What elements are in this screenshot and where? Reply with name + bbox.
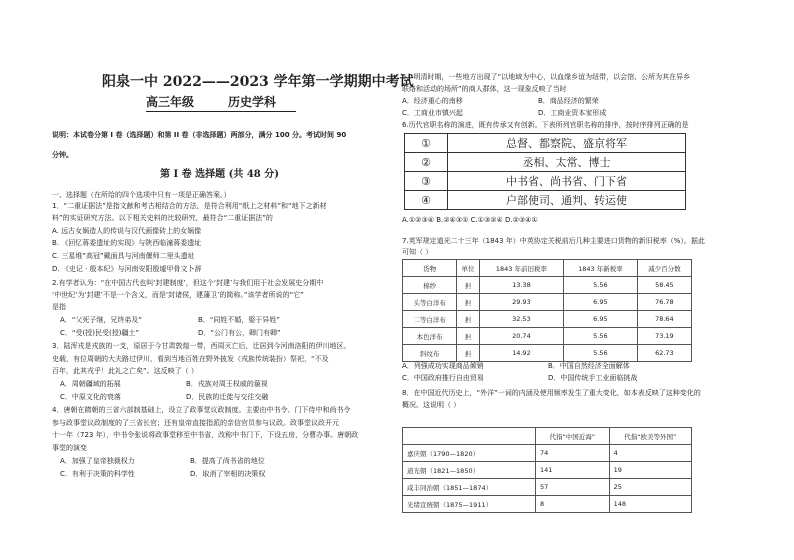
q6-stem: 6.历代官职名称的演进，既有传承又有创新。下表所列官职名称的排序，按时序排列正确的是: [402, 121, 689, 129]
q5-option-c: C．工商业市镇兴起: [402, 109, 463, 117]
exam-subject: 历史学科: [228, 95, 277, 109]
q1-option-d: D. 《史记 · 殷本纪》与河南安阳殷墟甲骨文卜辞: [52, 265, 202, 273]
q6-row-text: 中书省、尚书省、门下省: [448, 172, 686, 191]
q6-row-num: ①: [405, 134, 448, 153]
q7-stem-line1: 7.英军规定道光二十三年（1843 年）中英协定关税前后几种主要进口货物的新旧税率（%）。据此: [402, 237, 705, 245]
q7-cell: 6.95: [564, 311, 638, 328]
q4-stem-line1: 4．唐朝在隋朝的三省六部制基础上，设立了政事堂议政制度。主要由中书令、门下侍中和尚书令: [52, 406, 351, 414]
q7-cell: 62.73: [637, 345, 691, 362]
q7-table: [402, 259, 692, 362]
q7-cell: 5.56: [564, 328, 638, 345]
q8-cell: 57: [536, 479, 610, 496]
q5-option-d: D．工商业资本家形成: [538, 109, 607, 117]
q3-option-d: D．民族的迁徙与交往交融: [186, 393, 269, 401]
q7-cell: 头等白洋布: [403, 294, 457, 311]
q4-option-a: A．加强了皇帝独裁权力: [60, 457, 135, 465]
q2-option-b: B．“同姓不婚，娶于异姓”: [198, 316, 281, 324]
q8-cell: 74: [536, 445, 610, 462]
q3-option-c: C．中原文化的衰落: [60, 393, 121, 401]
q7-header-cell: 单位: [457, 260, 480, 277]
q3-option-a: A．周朝疆域的拓展: [60, 380, 121, 388]
q4-option-d: D．取消了宰相的决策权: [190, 470, 266, 478]
q8-header-cell: [403, 428, 536, 445]
q6-row-text: 丞相、太常、博士: [448, 153, 686, 172]
q1-option-a: A. 远古女娲造人的传说与汉代画像砖上的女娲像: [52, 227, 202, 235]
q7-option-c: C．中国政府推行自由贸易: [402, 374, 484, 382]
q1-stem-line2: 料”的实证研究方法。以下相关史料的比较研究，最符合“二重证据法”的: [52, 214, 273, 222]
table-row: [403, 345, 692, 362]
q7-cell: 78.64: [637, 311, 691, 328]
q8-cell: 光绪宣统朝（1875—1911）: [403, 496, 536, 513]
q5-option-b: B．商品经济的繁荣: [538, 97, 599, 105]
q8-cell: 咸丰同治朝（1851—1874）: [403, 479, 536, 496]
q7-cell: 二等白洋布: [403, 311, 457, 328]
q5-option-a: A．经济重心的南移: [402, 97, 463, 105]
table-row: [403, 445, 692, 462]
section-label: 一、选择题（在所给的四个选项中只有一项是正确答案。）: [52, 191, 231, 199]
q3-stem-line1: 3．陆浑戎是戎族的一支，原居于今甘肃敦煌一带，西周灭亡后，迁居到今河南洛阳的伊川地区。: [52, 342, 351, 350]
q7-cell: 担: [457, 345, 480, 362]
q8-cell: 8: [536, 496, 610, 513]
q7-option-b: B．中国自然经济全面解体: [548, 362, 630, 370]
q7-stem-line2: 可知（ ）: [402, 248, 433, 256]
table-row: [403, 260, 692, 277]
q8-cell: 嘉庆朝（1790—1820）: [403, 445, 536, 462]
table-row: [403, 328, 692, 345]
table-row: [403, 311, 692, 328]
q2-option-c: C．“受(授)民受(授)疆土”: [60, 329, 140, 337]
q7-cell: 担: [457, 277, 480, 294]
q8-table: [402, 427, 692, 513]
q7-option-a: A．列强成功实现商品倾销: [402, 362, 484, 370]
q7-header-cell: 1843 年前旧税率: [479, 260, 563, 277]
table-row: [405, 153, 686, 172]
q6-row-num: ②: [405, 153, 448, 172]
q1-stem-line1: 1．“二重证据法”是指文献和考古相结合的方法，是符合利用“纸上之材料”和“地下之新材: [52, 202, 327, 210]
part1-heading: 第 I 卷 选择题 (共 48 分): [160, 169, 279, 180]
q5-stem-line2: 联络和活动的场所”的商人群体，这一现象反映了当时: [402, 85, 567, 93]
q7-cell: 棉纱: [403, 277, 457, 294]
table-row: [405, 172, 686, 191]
q8-cell: 148: [609, 496, 691, 513]
q6-row-text: 总督、都察院、盛京将军: [448, 134, 686, 153]
q7-cell: 13.38: [479, 277, 563, 294]
q6-options: A.①②③④ B.②④③① C.①③②④ D.②③④①: [402, 216, 538, 224]
table-row: [403, 294, 692, 311]
q7-header-cell: 货物: [403, 260, 457, 277]
q1-option-b: B. 《回忆蒋委遗址的实现》与陕西临潼蒋委遗址: [52, 239, 202, 247]
q7-header-cell: 减少百分数: [637, 260, 691, 277]
q1-option-c: C. 三星堆“高冠”戴面具与河南偃师二里头遗址: [52, 252, 195, 260]
exam-note-line2: 分钟。: [52, 151, 73, 159]
q7-cell: 73.19: [637, 328, 691, 345]
table-row: [405, 134, 686, 153]
q8-header-cell: 代指“欧美等外国”: [609, 428, 691, 445]
q7-cell: 14.92: [479, 345, 563, 362]
q7-cell: 20.74: [479, 328, 563, 345]
q7-cell: 担: [457, 311, 480, 328]
q8-cell: 25: [609, 479, 691, 496]
q7-header-cell: 1843 年新税率: [564, 260, 638, 277]
exam-note-line1: 说明：本试卷分第 I 卷（选择题）和第 II 卷（非选择题）两部分，满分 100 分。考试时间 90: [52, 131, 347, 139]
q7-cell: 32.53: [479, 311, 563, 328]
q8-cell: 4: [609, 445, 691, 462]
q8-stem-line2: 概况。这说明（ ）: [402, 401, 461, 409]
q2-stem-line3: 是指: [52, 303, 66, 311]
exam-grade: 高三年级: [146, 95, 195, 109]
table-row: [405, 191, 686, 210]
q5-stem-line1: 5．明清时期，一些地方出现了“以地域为中心，以血缘乡谊为纽带，以会馆、公所为其在异乡: [402, 73, 691, 81]
q8-cell: 19: [609, 462, 691, 479]
q7-cell: 斜纹布: [403, 345, 457, 362]
q7-cell: 6.95: [564, 294, 638, 311]
q7-option-d: D．中国传统手工业面临挑战: [548, 374, 638, 382]
table-row: [403, 277, 692, 294]
q7-cell: 5.56: [564, 277, 638, 294]
q7-cell: 担: [457, 294, 480, 311]
q7-cell: 29.93: [479, 294, 563, 311]
q8-header-cell: 代指“中国近海”: [536, 428, 610, 445]
q2-stem-line2: ‘中世纪’为‘封建’不是一个含义，而是‘封诸侯，建藩卫’的简称。”该学者所说的“它”: [52, 291, 304, 299]
q6-row-num: ④: [405, 191, 448, 210]
q8-stem-line1: 8．在中国近代历史上，“外洋”一词的内涵及使用频率发生了重大变化，如本表反映了这种变化的: [402, 389, 701, 397]
q7-cell: 5.56: [564, 345, 638, 362]
q7-cell: 本色洋布: [403, 328, 457, 345]
table-row: [403, 479, 692, 496]
q8-cell: 道光朝（1821—1850）: [403, 462, 536, 479]
q6-table: [404, 133, 686, 210]
table-row: [403, 462, 692, 479]
q4-stem-line3: 十一年（723 年），中书令张说将政事堂移至中书省，改称中书门下，下设五房，分曹办事。唐朝政: [52, 431, 359, 439]
q2-stem-line1: 2.有学者认为：“在中国古代也叫‘封建制度’，但这个‘封建’与我们用于社会发展史分期中: [52, 279, 324, 287]
q4-option-c: C．有利于决策的科学性: [60, 470, 135, 478]
q2-option-a: A．“父死子继，兄终弟及”: [60, 316, 143, 324]
q3-option-b: B．戎族对周王权威的藐视: [186, 380, 268, 388]
exam-title: 阳泉一中 2022——2023 学年第一学期期中考试: [102, 74, 414, 90]
q4-option-b: B．提高了尚书省的地位: [190, 457, 265, 465]
q4-stem-line2: 参与政事堂议政制度的了三省长官；还有皇帝直接指派的亲信官员参与议政。政事堂议政开元: [52, 419, 339, 427]
table-row: [403, 496, 692, 513]
q7-cell: 58.45: [637, 277, 691, 294]
q4-stem-line4: 事堂的演变: [52, 444, 87, 452]
subtitle-underline: [146, 111, 296, 112]
q7-cell: 76.78: [637, 294, 691, 311]
q6-row-text: 户部使司、通判、转运使: [448, 191, 686, 210]
table-row: [403, 428, 692, 445]
q2-option-d: D．“公门有公，卿门有卿”: [198, 329, 281, 337]
q3-stem-line2: 史载，有位周朝的大夫路过伊川，看到当地百姓在野外披发（戎族传统装扮）祭祀，“不及: [52, 355, 329, 363]
q7-cell: 担: [457, 328, 480, 345]
q8-cell: 141: [536, 462, 610, 479]
q3-stem-line3: 百年，此其戎乎！此礼之亡矣”。这反映了（ ）: [52, 367, 198, 375]
q6-row-num: ③: [405, 172, 448, 191]
